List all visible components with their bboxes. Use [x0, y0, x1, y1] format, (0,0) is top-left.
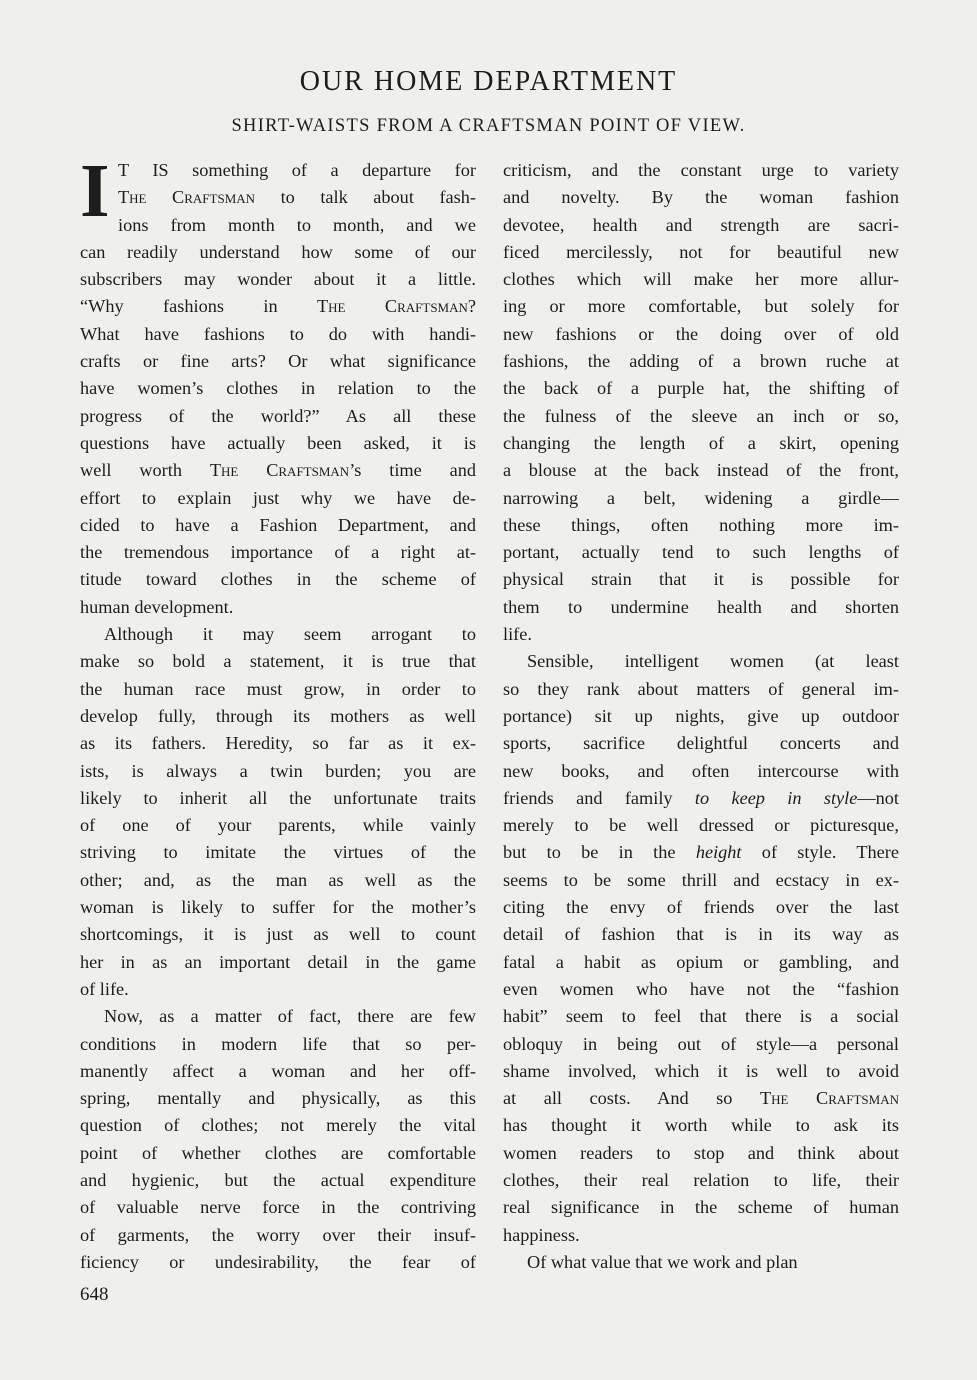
text-line: physical strain that it is possible for: [503, 569, 899, 590]
text-line: devotee, health and strength are sacri-: [503, 214, 899, 235]
text-line: merely to be well dressed or picturesque,: [503, 815, 899, 836]
text-line: them to undermine health and shorten: [503, 596, 899, 617]
text-line: new books, and often intercourse with: [503, 760, 899, 781]
text-line: Of what value that we work and plan: [527, 1251, 798, 1272]
text-line: the human race must grow, in order to: [80, 678, 476, 699]
drop-cap: I: [80, 149, 110, 233]
text-line: even women who have not the “fashion: [503, 978, 899, 999]
left-column: [80, 149, 476, 1276]
text-line: ficiency or undesirability, the fear of: [80, 1251, 476, 1272]
text-line: manently affect a woman and her off-: [80, 1060, 476, 1081]
article-subtitle: SHIRT-WAISTS FROM A CRAFTSMAN POINT OF VIEW.: [231, 116, 746, 136]
text-line: sports, sacrifice delightful concerts and: [503, 733, 899, 754]
text-line: likely to inherit all the unfortunate traits: [80, 787, 476, 808]
text-line: point of whether clothes are comfortable: [80, 1142, 476, 1163]
text-line: ing or more comfortable, but solely for: [503, 296, 899, 317]
text-line: portant, actually tend to such lengths of: [503, 542, 899, 563]
right-column: [503, 157, 899, 1276]
text-line: have women’s clothes in relation to the: [80, 378, 476, 399]
text-line: life.: [503, 624, 532, 645]
text-line: so they rank about matters of general im-: [503, 678, 899, 699]
text-line: fatal a habit as opium or gambling, and: [503, 951, 899, 972]
text-line: friends and family to keep in style—not: [503, 787, 899, 808]
text-line: crafts or fine arts? Or what significance: [80, 351, 476, 372]
text-line: The Craftsman to talk about fash-: [118, 187, 476, 208]
text-line: citing the envy of friends over the last: [503, 897, 899, 918]
text-line: shame involved, which it is well to avoid: [503, 1060, 899, 1081]
text-line: narrowing a belt, widening a girdle—: [503, 487, 899, 508]
text-line: Although it may seem arrogant to: [104, 624, 476, 645]
text-line: clothes which will make her more allur-: [503, 269, 899, 290]
text-line: subscribers may wonder about it a little.: [80, 269, 476, 290]
text-line: her in as an important detail in the game: [80, 951, 476, 972]
text-line: happiness.: [503, 1224, 580, 1245]
text-line: the tremendous importance of a right at-: [80, 542, 476, 563]
text-line: spring, mentally and physically, as this: [80, 1088, 476, 1109]
text-line: effort to explain just why we have de-: [80, 487, 476, 508]
text-line: new fashions or the doing over of old: [503, 323, 899, 344]
text-line: has thought it worth while to ask its: [503, 1115, 899, 1136]
text-line: ions from month to month, and we: [118, 214, 476, 235]
text-line: Now, as a matter of fact, there are few: [104, 1006, 476, 1027]
text-line: the back of a purple hat, the shifting of: [503, 378, 899, 399]
text-line: conditions in modern life that so per-: [80, 1033, 476, 1054]
text-line: of valuable nerve force in the contriving: [80, 1197, 476, 1218]
text-line: T IS something of a departure for: [118, 160, 476, 180]
text-line: the fulness of the sleeve an inch or so,: [503, 405, 899, 426]
text-line: can readily understand how some of our: [80, 241, 476, 262]
text-line: portance) sit up nights, give up outdoor: [503, 705, 899, 726]
text-line: clothes, their real relation to life, their: [503, 1169, 899, 1190]
page-number: 648: [80, 1284, 109, 1305]
text-line: but to be in the height of style. There: [503, 842, 899, 863]
text-line: women readers to stop and think about: [503, 1142, 899, 1163]
text-line: question of clothes; not merely the vital: [80, 1115, 476, 1136]
text-line: questions have actually been asked, it is: [80, 432, 476, 453]
text-line: human development.: [80, 596, 234, 617]
text-line: of garments, the worry over their insuf-: [80, 1224, 476, 1245]
text-line: ists, is always a twin burden; you are: [80, 760, 476, 781]
text-line: criticism, and the constant urge to variety: [503, 160, 899, 180]
text-line: a blouse at the back instead of the front,: [503, 460, 899, 481]
text-line: of life.: [80, 978, 129, 999]
text-line: as its fathers. Heredity, so far as it ex-: [80, 733, 476, 754]
text-line: detail of fashion that is in its way as: [503, 924, 899, 945]
text-line: make so bold a statement, it is true that: [80, 651, 476, 672]
text-line: changing the length of a skirt, opening: [503, 432, 899, 453]
text-line: shortcomings, it is just as well to count: [80, 924, 476, 945]
text-line: “Why fashions in The Craftsman?: [80, 296, 476, 317]
text-line: and novelty. By the woman fashion: [503, 187, 899, 208]
text-line: titude toward clothes in the scheme of: [80, 569, 476, 590]
text-line: obloquy in being out of style—a personal: [503, 1033, 899, 1054]
text-line: fashions, the adding of a brown ruche at: [503, 351, 899, 372]
text-line: What have fashions to do with handi-: [80, 323, 476, 344]
text-line: well worth The Craftsman’s time and: [80, 460, 476, 481]
page-title: OUR HOME DEPARTMENT: [299, 66, 678, 97]
text-line: Sensible, intelligent women (at least: [527, 651, 899, 672]
text-line: of one of your parents, while vainly: [80, 815, 476, 836]
text-line: progress of the world?” As all these: [80, 405, 476, 426]
text-line: ficed mercilessly, not for beautiful new: [503, 241, 899, 262]
text-line: develop fully, through its mothers as well: [80, 705, 476, 726]
text-line: these things, often nothing more im-: [503, 514, 899, 535]
text-line: cided to have a Fashion Department, and: [80, 514, 476, 535]
text-line: woman is likely to suffer for the mother’s: [80, 897, 476, 918]
text-line: at all costs. And so The Craftsman: [503, 1088, 899, 1109]
text-line: and hygienic, but the actual expenditure: [80, 1169, 476, 1190]
text-line: real significance in the scheme of human: [503, 1197, 899, 1218]
text-line: seems to be some thrill and ecstacy in ex-: [503, 869, 899, 890]
text-line: striving to imitate the virtues of the: [80, 842, 476, 863]
text-line: other; and, as the man as well as the: [80, 869, 476, 890]
text-line: habit” seem to feel that there is a social: [503, 1006, 899, 1027]
